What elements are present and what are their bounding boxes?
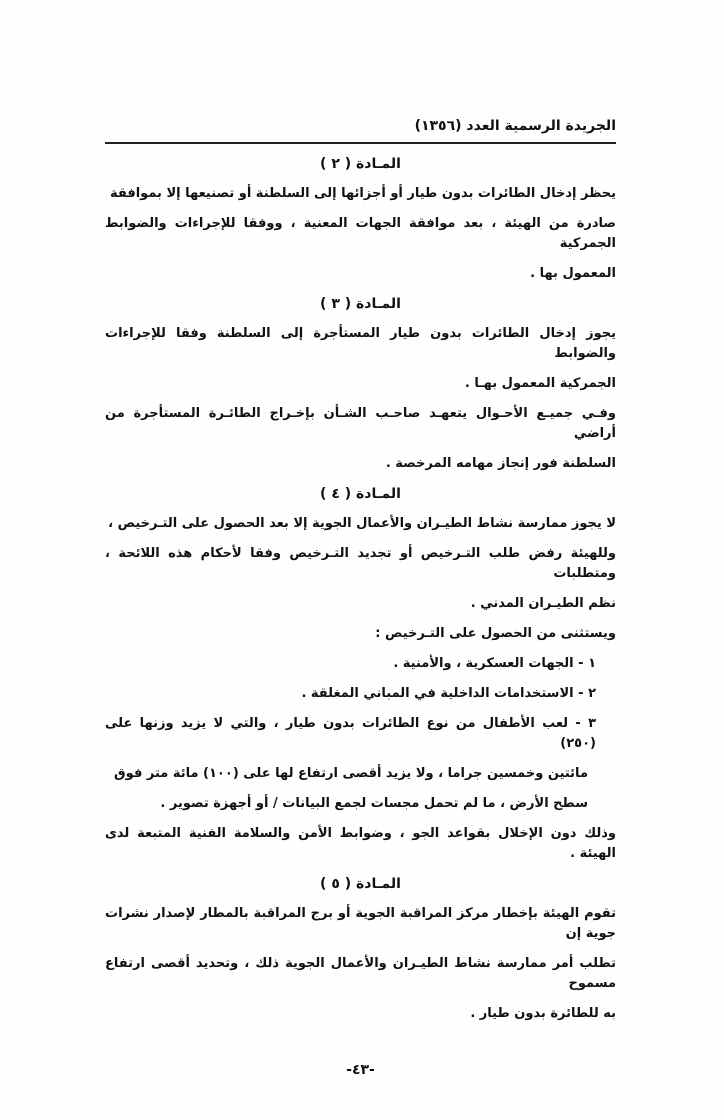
article-4-heading: المـادة ( ٤ )	[320, 486, 401, 502]
article-5-line: به للطائرة بدون طيار .	[470, 1006, 616, 1021]
running-header: الجريدة الرسمية العدد (١٣٥٦)	[414, 118, 616, 134]
article-5-line: تطلب أمر ممارسة نشاط الطيـران والأعمال الجوية ذلك ، وتحديد أقصى ارتفاع مسموح	[105, 956, 616, 991]
exemption-item-3: ٣ - لعب الأطفال من نوع الطائرات بدون طيار ، والتي لا يزيد وزنها على (٢٥٠)	[105, 716, 596, 751]
article-5-heading: المـادة ( ٥ )	[320, 876, 401, 892]
article-3-line: الجمركية المعمول بهـا .	[464, 376, 616, 391]
article-4-line: وللهيئة رفض طلب التـرخيص أو تجديد التـرخيص وفقا لأحكام هذه اللائحة ، ومتطلبات	[105, 546, 616, 581]
exemption-item-3-cont: سطح الأرض ، ما لم تحمل مجسات لجمع البيانات / أو أجهزة تصوير .	[160, 796, 588, 811]
article-2-heading: المـادة ( ٢ )	[320, 156, 401, 172]
article-4-line: لا يجوز ممارسة نشاط الطيـران والأعمال الجوية إلا بعد الحصول على التـرخيص ،	[108, 516, 616, 531]
article-2-line: المعمول بها .	[530, 266, 616, 281]
article-3-line: السلطنة فور إنجاز مهامه المرخصة .	[385, 456, 616, 471]
article-3-line: وفـي جميـع الأحـوال يتعهـد صاحـب الشـأن بإخـراج الطائـرة المستأجرة من أراضي	[105, 406, 616, 441]
article-4-line: ويستثنى من الحصول على التـرخيص :	[375, 626, 616, 641]
article-3-line: يجوز إدخال الطائرات بدون طيار المستأجرة إلى السلطنة وفقا للإجراءات والضوابط	[105, 326, 616, 361]
header-rule	[105, 142, 616, 144]
article-5-line: تقوم الهيئة بإخطار مركز المراقبة الجوية أو برج المراقبة بالمطار لإصدار نشرات جوية إن	[105, 906, 616, 941]
exemption-item-3-cont: مائتين وخمسين جراما ، ولا يزيد أقصى ارتفاع لها على (١٠٠) مائة متر فوق	[114, 766, 588, 781]
article-4-line: نظم الطيـران المدني .	[470, 596, 616, 611]
article-3-heading: المـادة ( ٣ )	[320, 296, 401, 312]
page-number: -٤٣-	[346, 1062, 375, 1078]
exemption-item-2: ٢ - الاستخدامات الداخلية في المباني المغلقة .	[301, 686, 596, 701]
article-4-line: وذلك دون الإخلال بقواعد الجو ، وضوابط الأمن والسلامة الفنية المتبعة لدى الهيئة .	[105, 826, 616, 861]
exemption-item-1: ١ - الجهات العسكرية ، والأمنية .	[393, 656, 596, 671]
article-2-line: يحظر إدخال الطائرات بدون طيار أو أجزائها إلى السلطنة أو تصنيعها إلا بموافقة	[109, 186, 616, 201]
article-2-line: صادرة من الهيئة ، بعد موافقة الجهات المعنية ، ووفقا للإجراءات والضوابط الجمركية	[105, 216, 616, 251]
